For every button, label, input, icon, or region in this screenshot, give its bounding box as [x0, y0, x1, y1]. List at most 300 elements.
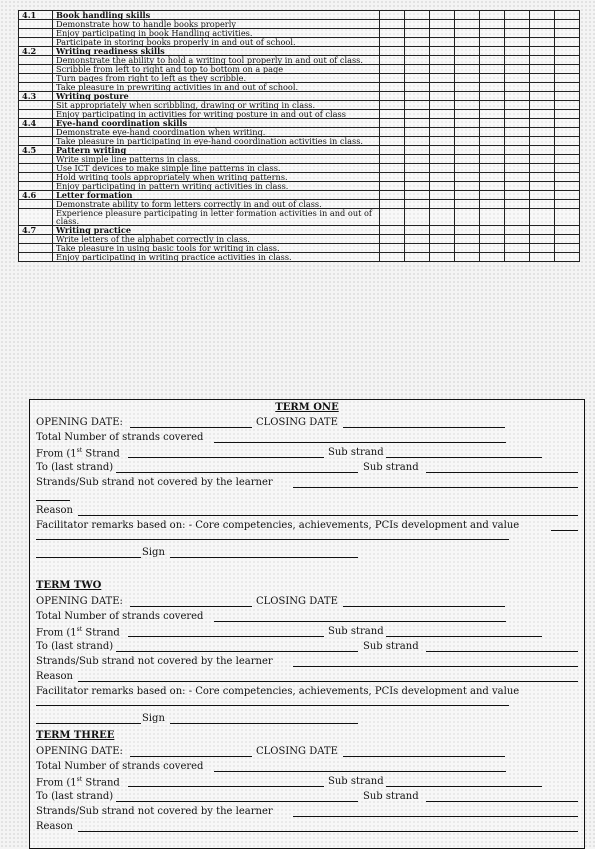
rating-cell[interactable]: [455, 253, 480, 262]
rating-cell[interactable]: [555, 74, 580, 83]
rating-cell[interactable]: [480, 200, 505, 209]
rating-cell[interactable]: [405, 65, 430, 74]
rating-cell[interactable]: [480, 101, 505, 110]
rating-cell[interactable]: [505, 155, 530, 164]
rating-cell[interactable]: [380, 226, 405, 235]
rating-cell[interactable]: [455, 74, 480, 83]
rating-cell[interactable]: [555, 11, 580, 20]
rating-cell[interactable]: [555, 209, 580, 226]
rating-cell[interactable]: [480, 191, 505, 200]
rating-cell[interactable]: [505, 137, 530, 146]
rating-cell[interactable]: [380, 253, 405, 262]
rating-cell[interactable]: [380, 137, 405, 146]
rating-cell[interactable]: [505, 146, 530, 155]
fill-in-line[interactable]: [293, 487, 578, 488]
rating-cell[interactable]: [480, 164, 505, 173]
rating-cell[interactable]: [480, 155, 505, 164]
skill-item-text: Experience pleasure participating in letter formation activities in and out of class.: [53, 209, 380, 226]
rating-cell[interactable]: [380, 209, 405, 226]
rating-cell[interactable]: [430, 191, 455, 200]
rating-cell[interactable]: [555, 155, 580, 164]
rating-cell[interactable]: [405, 244, 430, 253]
rating-cell[interactable]: [530, 110, 555, 119]
rating-cell[interactable]: [405, 226, 430, 235]
rating-cell[interactable]: [480, 65, 505, 74]
rating-cell[interactable]: [380, 173, 405, 182]
rating-cell[interactable]: [455, 137, 480, 146]
fill-in-line[interactable]: [78, 515, 578, 516]
rating-cell[interactable]: [380, 244, 405, 253]
rating-cell[interactable]: [480, 56, 505, 65]
to-strand-label: To (last strand): [36, 791, 114, 802]
sub-strand-label: Sub strand: [328, 776, 384, 787]
to-strand-label: To (last strand): [36, 641, 114, 652]
rating-cell[interactable]: [380, 128, 405, 137]
rating-cell[interactable]: [505, 101, 530, 110]
fill-in-line[interactable]: [343, 427, 505, 428]
rating-cell[interactable]: [430, 65, 455, 74]
closing-date-label: CLOSING DATE: [256, 417, 338, 428]
rating-cell[interactable]: [555, 29, 580, 38]
rating-cell[interactable]: [405, 253, 430, 262]
skill-number: [19, 101, 53, 110]
rating-cell[interactable]: [430, 110, 455, 119]
rating-cell[interactable]: [430, 83, 455, 92]
rating-cell[interactable]: [505, 20, 530, 29]
opening-date-label: OPENING DATE:: [36, 746, 123, 757]
rating-cell[interactable]: [380, 38, 405, 47]
rating-cell[interactable]: [405, 155, 430, 164]
rating-cell[interactable]: [455, 110, 480, 119]
rating-cell[interactable]: [480, 146, 505, 155]
rating-cell[interactable]: [455, 164, 480, 173]
rating-cell[interactable]: [530, 119, 555, 128]
rating-cell[interactable]: [405, 83, 430, 92]
sub-strand-label: Sub strand: [328, 626, 384, 637]
rating-cell[interactable]: [555, 235, 580, 244]
rating-cell[interactable]: [555, 56, 580, 65]
skill-item-text: Turn pages from right to left as they scribble.: [53, 74, 380, 83]
rating-cell[interactable]: [530, 65, 555, 74]
rating-cell[interactable]: [405, 38, 430, 47]
rating-cell[interactable]: [380, 74, 405, 83]
reason-label: Reason: [36, 505, 74, 516]
rating-cell[interactable]: [455, 182, 480, 191]
rating-cell[interactable]: [405, 137, 430, 146]
rating-cell[interactable]: [380, 83, 405, 92]
rating-cell[interactable]: [480, 173, 505, 182]
rating-cell[interactable]: [430, 74, 455, 83]
rating-cell[interactable]: [505, 92, 530, 101]
opening-date-label: OPENING DATE:: [36, 596, 123, 607]
rating-cell[interactable]: [455, 235, 480, 244]
rating-cell[interactable]: [380, 101, 405, 110]
fill-in-line[interactable]: [36, 705, 509, 706]
rating-cell[interactable]: [380, 11, 405, 20]
rating-cell[interactable]: [455, 226, 480, 235]
fill-in-line[interactable]: [128, 636, 324, 637]
from-strand-superscript: st: [76, 776, 83, 783]
rating-cell[interactable]: [505, 47, 530, 56]
rating-cell[interactable]: [405, 200, 430, 209]
rating-cell[interactable]: [555, 83, 580, 92]
rating-cell[interactable]: [530, 56, 555, 65]
reason-label: Reason: [36, 671, 74, 682]
rating-cell[interactable]: [430, 20, 455, 29]
fill-in-line[interactable]: [170, 557, 358, 558]
rating-cell[interactable]: [530, 101, 555, 110]
rating-cell[interactable]: [455, 38, 480, 47]
rating-cell[interactable]: [430, 173, 455, 182]
rating-cell[interactable]: [480, 235, 505, 244]
rating-cell[interactable]: [455, 92, 480, 101]
fill-in-line[interactable]: [170, 723, 358, 724]
rating-cell[interactable]: [480, 20, 505, 29]
not-covered-label: Strands/Sub strand not covered by the learner: [36, 806, 273, 817]
rating-cell[interactable]: [480, 47, 505, 56]
rating-cell[interactable]: [405, 101, 430, 110]
rating-cell[interactable]: [555, 110, 580, 119]
rating-cell[interactable]: [530, 200, 555, 209]
skill-number: [19, 155, 53, 164]
rating-cell[interactable]: [430, 101, 455, 110]
rating-cell[interactable]: [530, 11, 555, 20]
rating-cell[interactable]: [530, 83, 555, 92]
rating-cell[interactable]: [430, 235, 455, 244]
rating-cell[interactable]: [555, 226, 580, 235]
rating-cell[interactable]: [530, 155, 555, 164]
rating-cell[interactable]: [380, 191, 405, 200]
rating-cell[interactable]: [455, 119, 480, 128]
to-strand-line: [36, 462, 578, 475]
rating-cell[interactable]: [530, 164, 555, 173]
closing-date-label: CLOSING DATE: [256, 746, 338, 757]
rating-cell[interactable]: [405, 182, 430, 191]
rating-cell[interactable]: [380, 20, 405, 29]
not-covered-label: Strands/Sub strand not covered by the learner: [36, 477, 273, 488]
fill-in-line[interactable]: [426, 651, 578, 652]
fill-in-line[interactable]: [343, 606, 505, 607]
rating-cell[interactable]: [455, 65, 480, 74]
rating-cell[interactable]: [430, 56, 455, 65]
rating-cell[interactable]: [480, 38, 505, 47]
rating-cell[interactable]: [505, 244, 530, 253]
rating-cell[interactable]: [505, 74, 530, 83]
rating-cell[interactable]: [405, 29, 430, 38]
rating-cell[interactable]: [430, 164, 455, 173]
fill-in-line[interactable]: [551, 530, 578, 531]
from-strand-text-end: Strand: [82, 627, 120, 639]
rating-cell[interactable]: [405, 110, 430, 119]
rating-cell[interactable]: [405, 164, 430, 173]
rating-cell[interactable]: [430, 182, 455, 191]
term-two-title: TERM TWO: [36, 580, 102, 591]
rating-cell[interactable]: [430, 200, 455, 209]
reason-label: Reason: [36, 821, 74, 832]
rating-cell[interactable]: [530, 92, 555, 101]
rating-cell[interactable]: [405, 11, 430, 20]
skill-item-text: Demonstrate the ability to hold a writing tool properly in and out of class.: [53, 56, 380, 65]
rating-cell[interactable]: [530, 253, 555, 262]
fill-in-line[interactable]: [78, 831, 578, 832]
rating-cell[interactable]: [455, 128, 480, 137]
rating-cell[interactable]: [505, 182, 530, 191]
rating-cell[interactable]: [555, 182, 580, 191]
rating-cell[interactable]: [455, 29, 480, 38]
rating-cell[interactable]: [530, 209, 555, 226]
rating-cell[interactable]: [505, 11, 530, 20]
skill-item-text: Enjoy participating in activities for writing posture in and out of class: [53, 110, 380, 119]
rating-cell[interactable]: [430, 38, 455, 47]
fill-in-line[interactable]: [36, 500, 70, 501]
fill-in-line[interactable]: [214, 621, 506, 622]
to-strand-line: [36, 791, 578, 804]
closing-date-label: CLOSING DATE: [256, 596, 338, 607]
fill-in-line[interactable]: [128, 457, 324, 458]
skill-number: [19, 74, 53, 83]
rating-cell[interactable]: [505, 38, 530, 47]
fill-in-line[interactable]: [214, 442, 506, 443]
rating-cell[interactable]: [555, 47, 580, 56]
fill-in-line[interactable]: [343, 756, 505, 757]
rating-cell[interactable]: [530, 20, 555, 29]
rating-cell[interactable]: [530, 226, 555, 235]
fill-in-line[interactable]: [36, 723, 141, 724]
rating-cell[interactable]: [530, 244, 555, 253]
sub-strand-label: Sub strand: [363, 641, 419, 652]
rating-cell[interactable]: [455, 155, 480, 164]
rating-cell[interactable]: [505, 128, 530, 137]
fill-in-line[interactable]: [128, 786, 324, 787]
rating-cell[interactable]: [380, 29, 405, 38]
rating-cell[interactable]: [455, 47, 480, 56]
from-strand-text: From (1: [36, 448, 77, 460]
rating-cell[interactable]: [430, 244, 455, 253]
fill-in-line[interactable]: [426, 472, 578, 473]
rating-cell[interactable]: [430, 47, 455, 56]
skill-group-title: Writing readiness skills: [53, 47, 380, 56]
rating-cell[interactable]: [480, 110, 505, 119]
rating-cell[interactable]: [430, 226, 455, 235]
rating-cell[interactable]: [455, 146, 480, 155]
fill-in-line[interactable]: [386, 786, 542, 787]
rating-cell[interactable]: [530, 29, 555, 38]
rating-cell[interactable]: [530, 74, 555, 83]
rating-cell[interactable]: [530, 182, 555, 191]
rating-cell[interactable]: [430, 253, 455, 262]
rating-cell[interactable]: [480, 11, 505, 20]
rating-cell[interactable]: [380, 235, 405, 244]
rating-cell[interactable]: [555, 200, 580, 209]
rating-cell[interactable]: [480, 119, 505, 128]
rating-cell[interactable]: [505, 173, 530, 182]
rating-cell[interactable]: [480, 29, 505, 38]
rating-cell[interactable]: [505, 200, 530, 209]
rating-cell[interactable]: [505, 209, 530, 226]
rating-cell[interactable]: [505, 65, 530, 74]
rating-cell[interactable]: [555, 119, 580, 128]
from-strand-superscript: st: [76, 447, 83, 454]
skill-item-text: Use ICT devices to make simple line patterns in class.: [53, 164, 380, 173]
rating-cell[interactable]: [455, 56, 480, 65]
rating-cell[interactable]: [505, 29, 530, 38]
fill-in-line[interactable]: [426, 801, 578, 802]
rating-cell[interactable]: [530, 47, 555, 56]
rating-cell[interactable]: [405, 173, 430, 182]
rating-cell[interactable]: [530, 146, 555, 155]
fill-in-line[interactable]: [386, 636, 542, 637]
fill-in-line[interactable]: [130, 756, 252, 757]
rating-cell[interactable]: [380, 200, 405, 209]
rating-cell[interactable]: [430, 146, 455, 155]
rating-cell[interactable]: [530, 191, 555, 200]
rating-cell[interactable]: [530, 38, 555, 47]
sign-label: Sign: [142, 713, 165, 724]
rating-cell[interactable]: [455, 244, 480, 253]
rating-cell[interactable]: [430, 128, 455, 137]
rating-cell[interactable]: [380, 110, 405, 119]
rating-cell[interactable]: [530, 173, 555, 182]
rating-cell[interactable]: [555, 128, 580, 137]
rating-cell[interactable]: [555, 101, 580, 110]
sign-line: [36, 713, 578, 726]
rating-cell[interactable]: [430, 11, 455, 20]
fill-in-line[interactable]: [130, 606, 252, 607]
rating-cell[interactable]: [480, 128, 505, 137]
rating-cell[interactable]: [455, 101, 480, 110]
rating-cell[interactable]: [555, 244, 580, 253]
rating-cell[interactable]: [380, 65, 405, 74]
skill-group-title: Eye-hand coordination skills: [53, 119, 380, 128]
rating-cell[interactable]: [405, 92, 430, 101]
rating-cell[interactable]: [455, 200, 480, 209]
rating-cell[interactable]: [405, 235, 430, 244]
fill-in-line[interactable]: [116, 801, 358, 802]
rating-cell[interactable]: [530, 128, 555, 137]
rating-cell[interactable]: [480, 253, 505, 262]
total-strands-line: [36, 761, 578, 774]
rating-cell[interactable]: [505, 164, 530, 173]
rating-cell[interactable]: [380, 155, 405, 164]
rating-cell[interactable]: [430, 119, 455, 128]
to-strand-label: To (last strand): [36, 462, 114, 473]
rating-cell[interactable]: [555, 92, 580, 101]
rating-cell[interactable]: [480, 92, 505, 101]
skill-item-text: Scribble from left to right and top to bottom on a page: [53, 65, 380, 74]
rating-cell[interactable]: [430, 209, 455, 226]
from-strand-text-end: Strand: [82, 448, 120, 460]
rating-cell[interactable]: [405, 146, 430, 155]
fill-in-line[interactable]: [36, 539, 509, 540]
rating-cell[interactable]: [405, 128, 430, 137]
rating-cell[interactable]: [405, 47, 430, 56]
skill-group-title: Letter formation: [53, 191, 380, 200]
rating-cell[interactable]: [480, 182, 505, 191]
rating-cell[interactable]: [530, 235, 555, 244]
rating-cell[interactable]: [455, 209, 480, 226]
rating-cell[interactable]: [480, 83, 505, 92]
rating-cell[interactable]: [555, 38, 580, 47]
rating-cell[interactable]: [555, 137, 580, 146]
fill-in-line[interactable]: [386, 457, 542, 458]
skill-item-text: Enjoy participating in pattern writing activities in class.: [53, 182, 380, 191]
rating-cell[interactable]: [480, 137, 505, 146]
rating-cell[interactable]: [405, 119, 430, 128]
rating-cell[interactable]: [505, 56, 530, 65]
rating-cell[interactable]: [405, 74, 430, 83]
fill-in-line[interactable]: [78, 681, 578, 682]
opening-date-label: OPENING DATE:: [36, 417, 123, 428]
fill-in-line[interactable]: [293, 666, 578, 667]
fill-in-line[interactable]: [130, 427, 252, 428]
rating-cell[interactable]: [405, 191, 430, 200]
rating-cell[interactable]: [555, 173, 580, 182]
rating-cell[interactable]: [380, 146, 405, 155]
fill-in-line[interactable]: [214, 771, 506, 772]
fill-in-line[interactable]: [116, 472, 358, 473]
rating-cell[interactable]: [555, 191, 580, 200]
rating-cell[interactable]: [530, 137, 555, 146]
term-one-title: TERM ONE: [275, 402, 339, 413]
rating-cell[interactable]: [555, 65, 580, 74]
rating-cell[interactable]: [380, 56, 405, 65]
fill-in-line[interactable]: [36, 557, 141, 558]
rating-cell[interactable]: [555, 20, 580, 29]
rating-cell[interactable]: [380, 92, 405, 101]
fill-in-line[interactable]: [293, 816, 578, 817]
rating-cell[interactable]: [430, 29, 455, 38]
rating-cell[interactable]: [430, 155, 455, 164]
total-strands-label: Total Number of strands covered: [36, 432, 204, 443]
rating-cell[interactable]: [505, 253, 530, 262]
rating-cell[interactable]: [505, 83, 530, 92]
rating-cell[interactable]: [380, 47, 405, 56]
from-strand-text-end: Strand: [82, 777, 120, 789]
rating-cell[interactable]: [380, 119, 405, 128]
reason-line: [36, 671, 578, 684]
rating-cell[interactable]: [455, 11, 480, 20]
skill-item-text: Take pleasure in participating in eye-hand coordination activities in class.: [53, 137, 380, 146]
rating-cell[interactable]: [455, 173, 480, 182]
rating-cell[interactable]: [480, 74, 505, 83]
rating-cell[interactable]: [505, 110, 530, 119]
rating-cell[interactable]: [505, 191, 530, 200]
fill-in-line[interactable]: [116, 651, 358, 652]
rating-cell[interactable]: [430, 137, 455, 146]
rating-cell[interactable]: [505, 119, 530, 128]
rating-cell[interactable]: [455, 20, 480, 29]
rating-cell[interactable]: [405, 20, 430, 29]
rating-cell[interactable]: [455, 83, 480, 92]
rating-cell[interactable]: [555, 146, 580, 155]
skill-number: 4.3: [19, 92, 53, 101]
rating-cell[interactable]: [480, 244, 505, 253]
skill-item-text: Take pleasure in prewriting activities in and out of school.: [53, 83, 380, 92]
rating-cell[interactable]: [455, 191, 480, 200]
skill-item-text: Write letters of the alphabet correctly in class.: [53, 235, 380, 244]
rating-cell[interactable]: [480, 209, 505, 226]
rating-cell[interactable]: [380, 182, 405, 191]
rating-cell[interactable]: [505, 226, 530, 235]
rating-cell[interactable]: [405, 56, 430, 65]
rating-cell[interactable]: [480, 226, 505, 235]
rating-cell[interactable]: [555, 164, 580, 173]
rating-cell[interactable]: [380, 164, 405, 173]
rating-cell[interactable]: [505, 235, 530, 244]
rating-cell[interactable]: [405, 209, 430, 226]
rating-cell[interactable]: [555, 253, 580, 262]
rating-cell[interactable]: [430, 92, 455, 101]
